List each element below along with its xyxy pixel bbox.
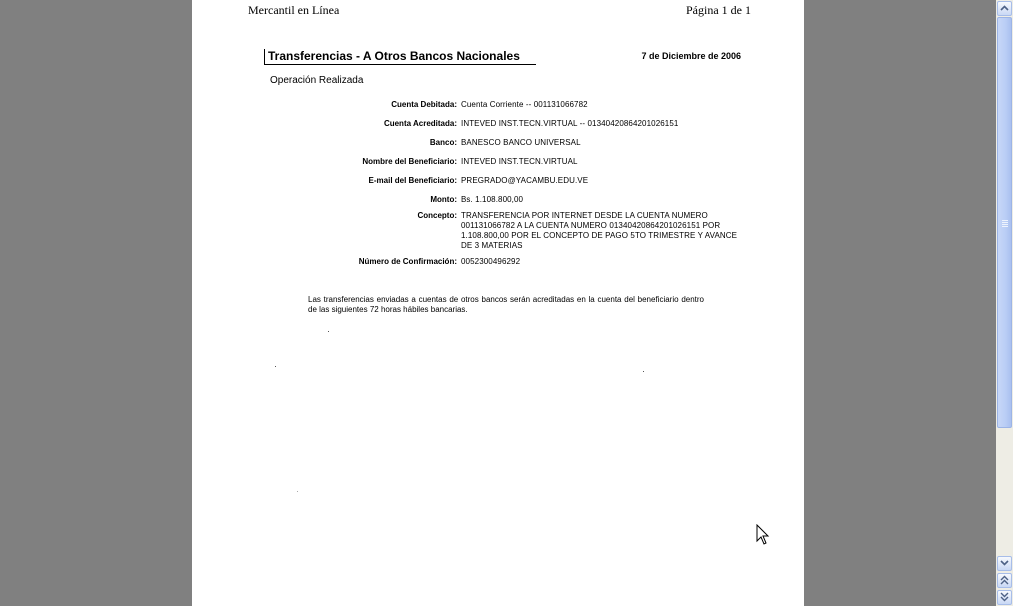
- next-page-button[interactable]: [997, 590, 1012, 605]
- thumb-grip: [1002, 226, 1008, 227]
- field-credited-account: [272, 119, 752, 129]
- previous-page-button[interactable]: [997, 573, 1012, 588]
- field-value: Bs. 1.108.800,00: [461, 195, 524, 204]
- document-title: Transferencias - A Otros Bancos Nacionales: [264, 49, 536, 65]
- field-label: Número de Confirmación:: [358, 257, 457, 266]
- field-value: INTEVED INST.TECN.VIRTUAL -- 01340420864201026151: [461, 119, 679, 128]
- field-label: E-mail del Beneficiario:: [368, 176, 457, 185]
- thumb-grip: [1002, 222, 1008, 223]
- scan-speck: [297, 491, 298, 492]
- operation-status: Operación Realizada: [270, 75, 364, 86]
- scroll-up-button[interactable]: [997, 1, 1012, 16]
- scan-speck: [275, 366, 276, 367]
- field-bank: [272, 138, 752, 148]
- page-header-right: Página 1 de 1: [686, 3, 751, 17]
- field-label: Cuenta Acreditada:: [383, 119, 457, 128]
- field-label: Banco:: [429, 138, 457, 147]
- document-page: [192, 0, 804, 606]
- thumb-grip: [1002, 220, 1008, 221]
- mouse-cursor-icon: [756, 524, 770, 551]
- field-amount: [272, 195, 752, 205]
- page-header-left: Mercantil en Línea: [248, 3, 340, 17]
- disclaimer-note: Las transferencias enviadas a cuentas de otros bancos serán acreditadas en la cuenta del beneficiario dentro de las siguientes 72 horas hábiles bancarias.: [308, 295, 704, 314]
- chevron-up-icon: [1000, 4, 1009, 13]
- double-chevron-up-icon: [1000, 575, 1009, 587]
- field-confirmation-number: [272, 257, 752, 267]
- field-beneficiary-name: [272, 157, 752, 167]
- field-beneficiary-email: [272, 176, 752, 186]
- field-label: Cuenta Debitada:: [391, 100, 457, 109]
- double-chevron-down-icon: [1000, 592, 1009, 604]
- field-value: Cuenta Corriente -- 001131066782: [461, 100, 588, 109]
- field-label: Concepto:: [417, 211, 457, 220]
- scroll-down-button[interactable]: [997, 556, 1012, 571]
- field-value: INTEVED INST.TECN.VIRTUAL: [461, 157, 578, 166]
- field-value: 0052300496292: [461, 257, 521, 266]
- scroll-thumb[interactable]: [997, 17, 1012, 428]
- field-concept: [272, 211, 752, 251]
- field-label: Monto:: [430, 195, 457, 204]
- field-value: TRANSFERENCIA POR INTERNET DESDE LA CUENTA NUMERO 001131066782 A LA CUENTA NUMERO 01340420864201026151 POR 1.108.800,00 POR EL CONCEPTO DE PAGO 5TO TRIMESTRE Y AVANCE DE 3 MATERIAS: [461, 211, 738, 250]
- transfer-details: [272, 100, 752, 276]
- thumb-grip: [1002, 224, 1008, 225]
- field-value: PREGRADO@YACAMBU.EDU.VE: [461, 176, 589, 185]
- field-debited-account: [272, 100, 752, 110]
- scan-speck: [643, 371, 644, 372]
- field-label: Nombre del Beneficiario:: [362, 157, 457, 166]
- document-date: 7 de Diciembre de 2006: [641, 51, 741, 61]
- scan-speck: [328, 331, 329, 332]
- chevron-down-icon: [1000, 559, 1009, 568]
- vertical-scrollbar[interactable]: [996, 0, 1013, 606]
- field-value: BANESCO BANCO UNIVERSAL: [461, 138, 581, 147]
